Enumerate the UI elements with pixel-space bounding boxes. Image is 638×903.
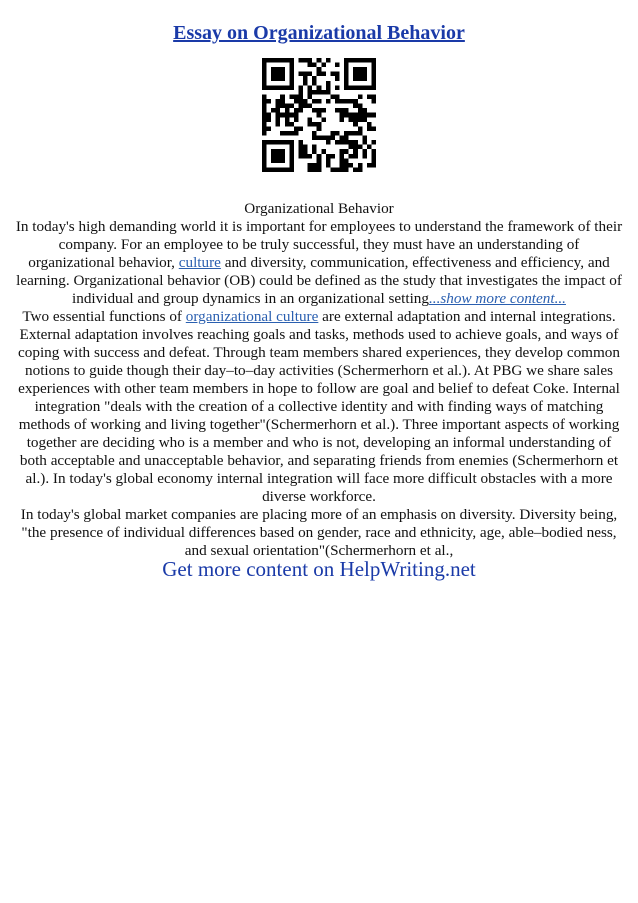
paragraph-3: In today's global market companies are placing more of an emphasis on diversity. Diversity being, "the presence of individual differences based on gender, race and ethnicity, age, able–bodied ness, and sexual orientation"(Schermerhorn et al., bbox=[20, 506, 618, 559]
essay-heading: Organizational Behavior bbox=[244, 200, 394, 217]
get-more-content-link[interactable]: Get more content on HelpWriting.net bbox=[162, 557, 476, 581]
paragraph-2 bbox=[14, 308, 624, 506]
qr-code-icon bbox=[262, 58, 376, 172]
culture-link[interactable]: culture bbox=[178, 254, 221, 271]
paragraph-1-text-a: In today's high demanding world it is important for employees to understand the framework of their company. For an employee to be truly successful, they must have an understanding of organizational behavior, bbox=[15, 218, 623, 271]
paragraph-2-text-b: are external adaptation and internal integrations. External adaptation involves reaching goals and tasks, methods used to achieve goals, and ways of coping with success and defeat. Through team members shared experiences, they develop common notions to guide though their day–to–day activities (Schermerhorn et al.). At PBG we share sales experiences with other team members in hope to follow are goal and belief to defeat Coke. Internal integration "deals with the creation of a collective identity and with finding ways of matching methods of working and living together"(Schermerhorn et al.). Three important aspects of working together are deciding who is a member and who is not, developing an informal understanding of both acceptable and unacceptable behavior, and separating friends from enemies (Schermerhorn et al.). In today's global economy internal integration will face more difficult obstacles with a more diverse workforce. bbox=[18, 308, 620, 505]
organizational-culture-link[interactable]: organizational culture bbox=[185, 308, 319, 325]
paragraph-2-text-a: Two essential functions of bbox=[22, 308, 186, 325]
essay-title[interactable]: Essay on Organizational Behavior bbox=[173, 22, 465, 44]
paragraph-1 bbox=[14, 218, 624, 308]
essay-body bbox=[14, 200, 624, 560]
paragraph-1-text-b: and diversity, communication, effectiveness and efficiency, and learning. Organizational behavior (OB) could be defined as the study that investigates the impact of individual and group dynamics in an organizational setting bbox=[16, 254, 622, 307]
show-more-link[interactable]: ...show more content... bbox=[429, 290, 566, 307]
